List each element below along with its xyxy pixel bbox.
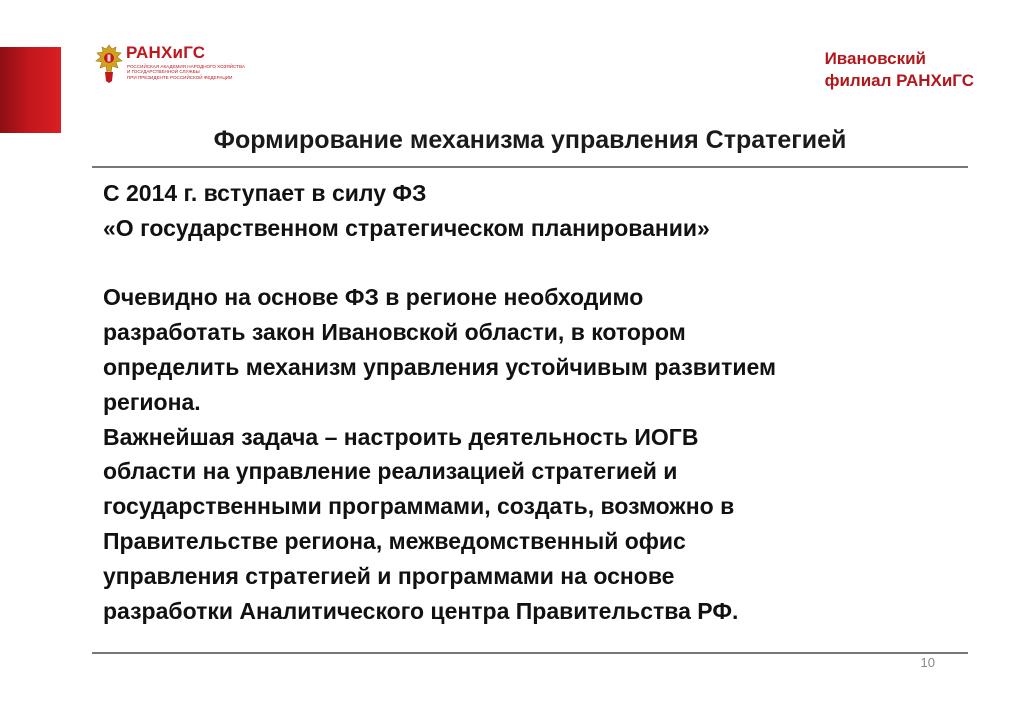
body-line: Важнейшая задача – настроить деятельность ИОГВ	[103, 423, 699, 450]
body-line: Очевидно на основе ФЗ в регионе необходимо	[103, 284, 644, 311]
logo-name: РАНХиГС	[126, 43, 206, 62]
title-divider	[92, 166, 968, 168]
branch-line-1: Ивановский	[824, 49, 927, 68]
logo-subtitle-line: И ГОСУДАРСТВЕННОЙ СЛУЖБЫ	[127, 69, 200, 75]
branch-line-2: филиал РАНХиГС	[824, 71, 974, 90]
body-line: государственными программами, создать, возможно в	[103, 493, 735, 520]
logo-subtitle-line: ПРИ ПРЕЗИДЕНТЕ РОССИЙСКОЙ ФЕДЕРАЦИИ	[127, 74, 233, 80]
paragraph-regional-law	[103, 280, 973, 419]
slide-body	[103, 176, 973, 628]
page-number: 10	[920, 655, 935, 670]
paragraph-law	[103, 176, 973, 246]
eagle-emblem-icon	[94, 42, 124, 84]
body-line: региона.	[103, 388, 201, 415]
paragraph-main-task	[103, 420, 973, 629]
footer-divider	[92, 652, 968, 654]
logo-subtitle-line: РОССИЙСКАЯ АКАДЕМИЯ НАРОДНОГО ХОЗЯЙСТВА	[127, 64, 245, 69]
body-line: разработки Аналитического центра Правительства РФ.	[103, 597, 739, 624]
branch-name	[825, 48, 974, 92]
body-line: области на управление реализацией стратегией и	[103, 458, 678, 485]
body-line: управления стратегией и программами на основе	[103, 562, 675, 589]
body-line: определить механизм управления устойчивым развитием	[103, 353, 776, 380]
body-line: Правительстве региона, межведомственный офис	[103, 527, 686, 554]
slide-title: Формирование механизма управления Стратегией	[213, 126, 847, 154]
body-line: «О государственном стратегическом планировании»	[103, 214, 710, 241]
ranepa-logo	[94, 42, 245, 86]
paragraph-spacer	[103, 246, 973, 281]
body-line: С 2014 г. вступает в силу ФЗ	[103, 180, 427, 206]
red-accent-block	[0, 47, 61, 133]
body-line: разработать закон Ивановской области, в котором	[103, 319, 686, 346]
